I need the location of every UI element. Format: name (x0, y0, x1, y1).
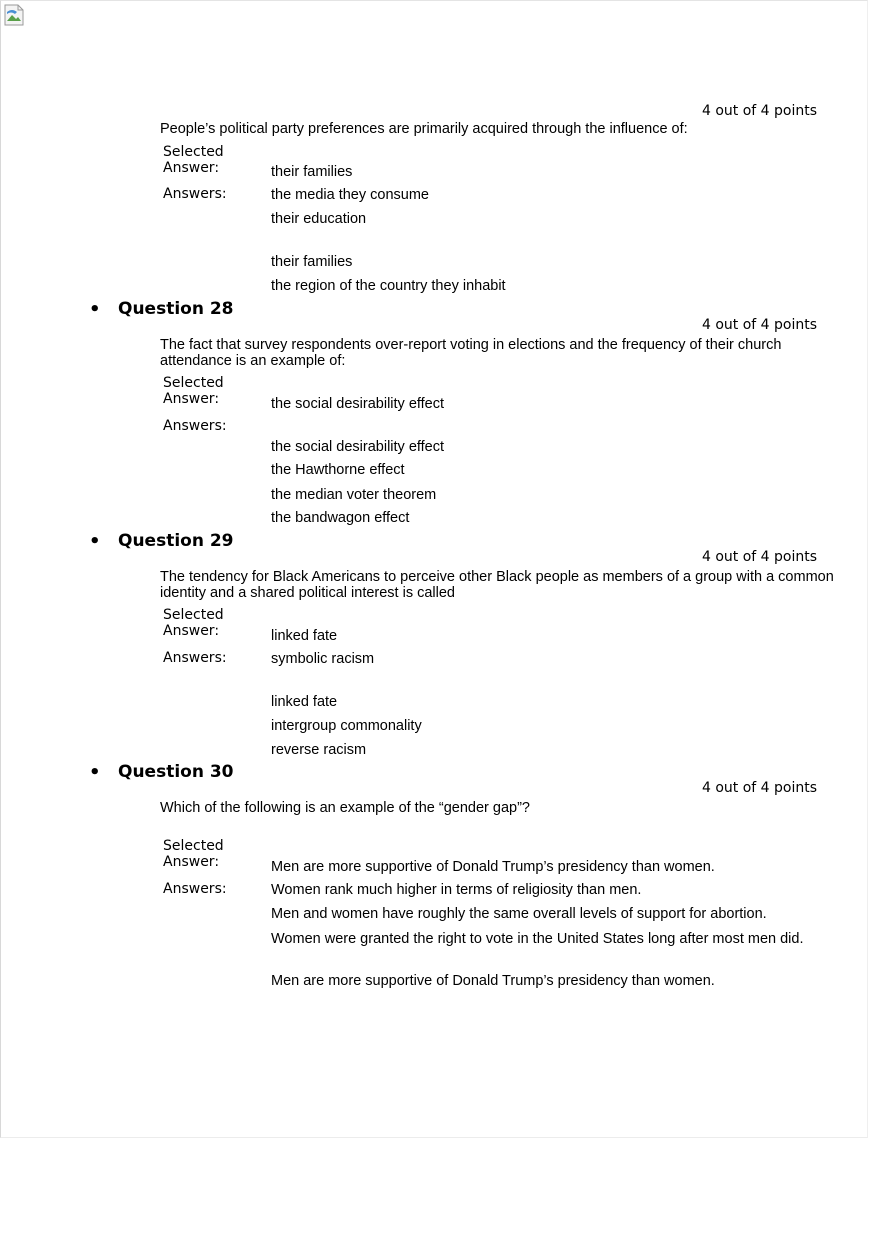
q28-answer-2: the Hawthorne effect (271, 462, 405, 478)
q28-points: 4 out of 4 points (702, 317, 818, 333)
q28-title: Question 28 (118, 299, 234, 319)
q28-selected-answer: the social desirability effect (271, 396, 445, 412)
q27-selected-label: Selected Answer: (163, 144, 224, 176)
q28-selected-label: Selected Answer: (163, 375, 224, 407)
q30-answers-label: Answers: (163, 881, 227, 897)
q28-answers-label: Answers: (163, 418, 227, 434)
q30-selected-answer: Men are more supportive of Donald Trump’s presidency than women. (271, 859, 715, 875)
q29-answer-4: reverse racism (271, 742, 367, 758)
q29-answers-label: Answers: (163, 650, 227, 666)
q27-answer-4: the region of the country they inhabit (271, 278, 506, 294)
q29-answer-1: symbolic racism (271, 651, 375, 667)
q27-answer-2: their education (271, 211, 367, 227)
q30-answer-2: Men and women have roughly the same overall levels of support for abortion. (271, 906, 767, 922)
q29-title: Question 29 (118, 531, 234, 551)
q30-answer-3: Women were granted the right to vote in the United States long after most men did. (271, 931, 804, 947)
q27-points: 4 out of 4 points (702, 103, 818, 119)
q30-bullet: • (89, 762, 101, 783)
q29-answer-2: linked fate (271, 694, 338, 710)
q28-answer-1: the social desirability effect (271, 439, 445, 455)
q28-answer-3: the median voter theorem (271, 487, 437, 503)
q30-selected-label: Selected Answer: (163, 838, 224, 870)
q27-selected-answer: their families (271, 164, 353, 180)
q29-answer-3: intergroup commonality (271, 718, 422, 734)
broken-image-icon (4, 4, 24, 26)
q30-title: Question 30 (118, 762, 234, 782)
q30-answer-4: Men are more supportive of Donald Trump’s presidency than women. (271, 973, 715, 989)
q28-question-text: The fact that survey respondents over-report voting in elections and the frequency of their church attendance is an example of: (160, 337, 782, 369)
q27-answers-label: Answers: (163, 186, 227, 202)
q27-answer-3: their families (271, 254, 353, 270)
q29-points: 4 out of 4 points (702, 549, 818, 565)
q28-answer-4: the bandwagon effect (271, 510, 410, 526)
q29-bullet: • (89, 531, 101, 552)
q27-question-text: People’s political party preferences are primarily acquired through the influence of: (160, 121, 688, 137)
q29-selected-answer: linked fate (271, 628, 338, 644)
q30-points: 4 out of 4 points (702, 780, 818, 796)
q30-answer-1: Women rank much higher in terms of religiosity than men. (271, 882, 642, 898)
q30-question-text: Which of the following is an example of the “gender gap”? (160, 800, 530, 816)
q27-answer-1: the media they consume (271, 187, 429, 203)
q28-bullet: • (89, 299, 101, 320)
q29-question-text: The tendency for Black Americans to perceive other Black people as members of a group with a common identity and a shared political interest is called (160, 569, 834, 601)
q29-selected-label: Selected Answer: (163, 607, 224, 639)
